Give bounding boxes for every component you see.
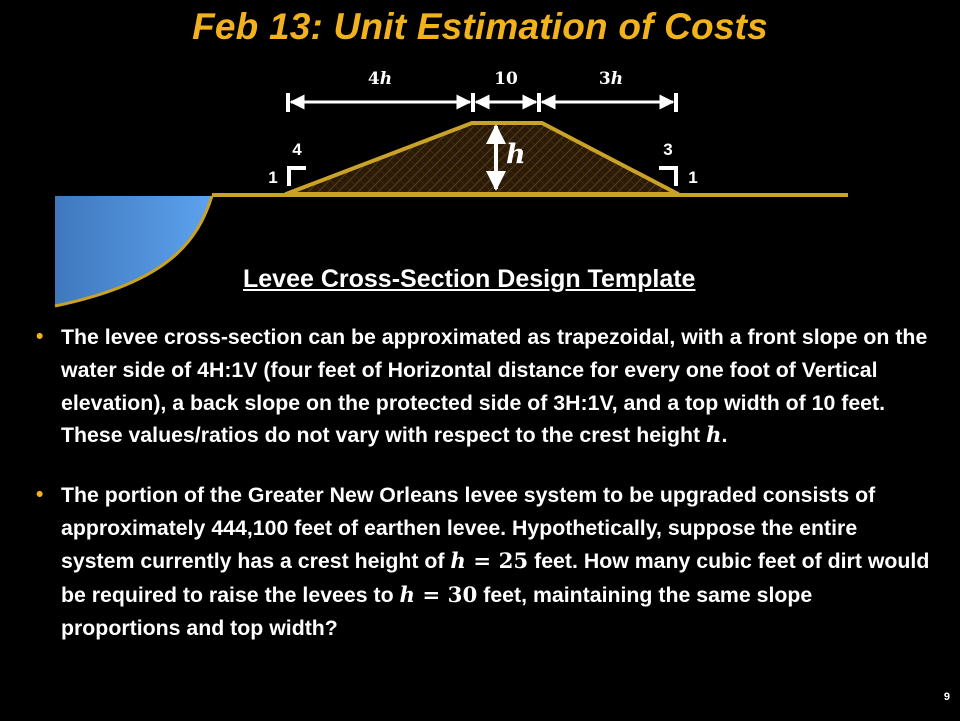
front-slope-marker bbox=[289, 168, 306, 186]
bullet-2-text-c: feet, maintaining the same slope proportions and top width? bbox=[61, 582, 813, 641]
bullet-1-text: The levee cross-section can be approximated as trapezoidal, with a front slope on the water side of 4H:1V (four feet of Horizontal distance for every one foot of Vertical elevation), a back slope on the protected side of 3H:1V, and a top width of 10 feet. These values/ratios do not vary with respect to the crest height bbox=[61, 325, 928, 448]
dim-label-top: 10 bbox=[494, 69, 518, 89]
water-body bbox=[55, 196, 212, 306]
bullet-dot: • bbox=[36, 325, 44, 348]
slide-title: Feb 13: Unit Estimation of Costs bbox=[192, 6, 768, 47]
bullet-2-text-b: feet. How many cubic feet of dirt would be required to raise the levees to bbox=[61, 548, 930, 607]
bullet-item bbox=[36, 321, 936, 453]
levee-diagram bbox=[0, 0, 960, 310]
bullet-2-eq2: h = 30 bbox=[399, 582, 478, 608]
diagram-caption: Levee Cross-Section Design Template bbox=[243, 265, 696, 293]
height-label: h bbox=[506, 139, 526, 170]
bullet-list bbox=[36, 321, 936, 645]
bullet-1-end: . bbox=[721, 423, 728, 448]
dim-label-left: 4h bbox=[367, 69, 393, 89]
front-slope-h: 4 bbox=[292, 140, 302, 159]
levee-body bbox=[286, 123, 678, 194]
front-slope-v: 1 bbox=[268, 168, 278, 187]
bullet-1-var: h bbox=[706, 423, 722, 449]
bullet-item bbox=[36, 479, 936, 645]
page-number: 9 bbox=[943, 691, 950, 703]
back-slope-v: 1 bbox=[688, 168, 698, 187]
back-slope-h: 3 bbox=[663, 140, 673, 159]
bullet-2-text-a: The portion of the Greater New Orleans levee system to be upgraded consists of approximately 444,100 feet of earthen levee. Hypothetically, suppose the entire system currently has a crest height of bbox=[61, 483, 876, 573]
bullet-dot: • bbox=[36, 483, 44, 507]
dim-label-right: 3h bbox=[598, 69, 624, 89]
bullet-2-eq1: h = 25 bbox=[450, 548, 529, 574]
